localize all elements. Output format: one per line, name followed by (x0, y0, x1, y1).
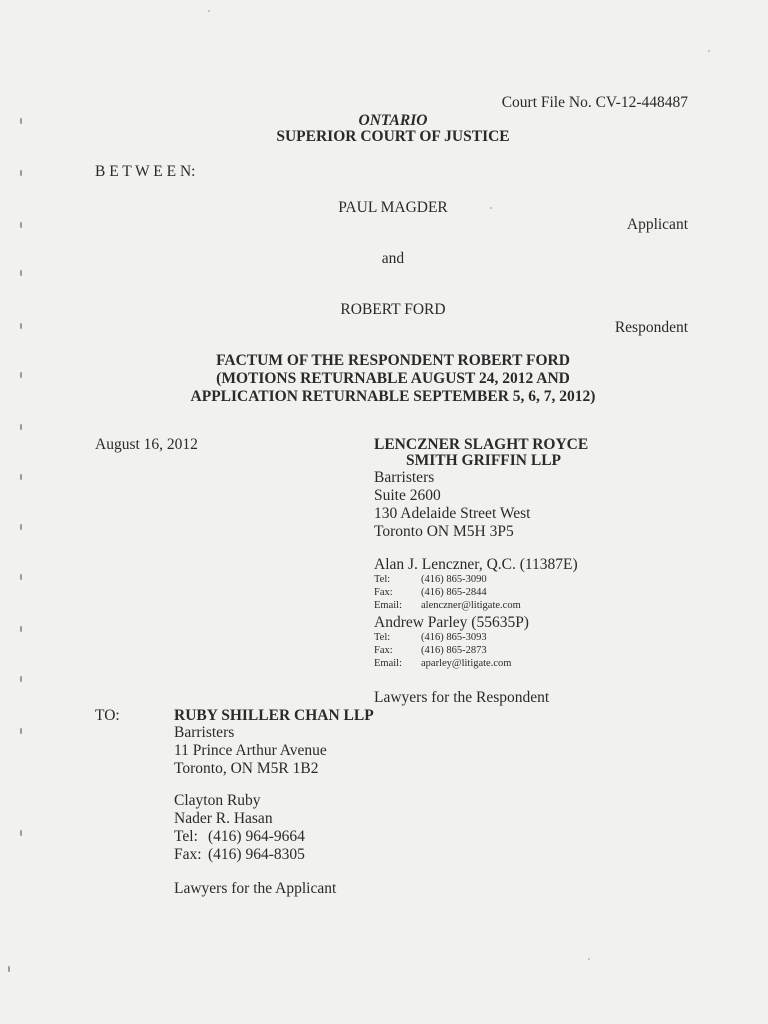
lawyer2-name: Andrew Parley (55635P) (374, 614, 529, 631)
lawyer1-email: alenczner@litigate.com (421, 600, 521, 611)
title-line: APPLICATION RETURNABLE SEPTEMBER 5, 6, 7, 2012) (190, 388, 596, 405)
court-name: SUPERIOR COURT OF JUSTICE (276, 128, 510, 145)
title-line: (MOTIONS RETURNABLE AUGUST 24, 2012 AND (216, 370, 570, 387)
margin-mark (20, 574, 22, 580)
tel-label: Tel: (374, 632, 391, 643)
margin-mark (20, 830, 22, 836)
respondent-firm-name-line1: LENCZNER SLAGHT ROYCE (374, 436, 589, 453)
margin-mark (20, 424, 22, 430)
margin-mark (20, 626, 22, 632)
court-file-number: Court File No. CV-12-448487 (501, 94, 688, 111)
respondent-name: ROBERT FORD (340, 301, 446, 318)
lawyer-name: Nader R. Hasan (174, 810, 273, 827)
lawyer1-fax: (416) 865-2844 (421, 587, 487, 598)
address-line: 130 Adelaide Street West (374, 505, 531, 522)
tel-label: Tel: (374, 574, 391, 585)
lawyer2-fax: (416) 865-2873 (421, 645, 487, 656)
and-label: and (381, 250, 405, 267)
margin-mark (20, 372, 22, 378)
document-title (143, 352, 643, 406)
lawyer1-tel: (416) 865-3090 (421, 574, 487, 585)
margin-mark (20, 118, 22, 124)
document-date: August 16, 2012 (95, 436, 198, 453)
applicant-role: Applicant (626, 216, 688, 233)
tel-label: Tel: (174, 828, 198, 845)
applicant-fax-line (174, 846, 305, 864)
email-label: Email: (374, 600, 402, 611)
fax-label: Fax: (374, 587, 393, 598)
between-label: B E T W E E N: (95, 163, 196, 180)
margin-mark (20, 222, 22, 228)
applicant-firm-name: RUBY SHILLER CHAN LLP (174, 707, 374, 724)
margin-mark (20, 170, 22, 176)
lawyer1-contact (374, 573, 521, 612)
margin-mark (20, 728, 22, 734)
margin-mark (20, 474, 22, 480)
lawyer1-name: Alan J. Lenczner, Q.C. (11387E) (374, 556, 578, 573)
address-line: Barristers (374, 469, 435, 486)
address-line: Barristers (174, 724, 235, 741)
respondent-firm-name-line2: SMITH GRIFFIN LLP (406, 452, 562, 469)
respondent-lawyers-role: Lawyers for the Respondent (374, 689, 550, 706)
fax-label: Fax: (174, 846, 202, 863)
fax-label: Fax: (374, 645, 393, 656)
address-line: Suite 2600 (374, 487, 441, 504)
lawyer2-tel: (416) 865-3093 (421, 632, 487, 643)
applicant-fax: (416) 964-8305 (208, 846, 305, 863)
applicant-lawyers (174, 792, 305, 864)
respondent-role: Respondent (614, 319, 688, 336)
address-line: Toronto, ON M5R 1B2 (174, 760, 319, 777)
scan-speck (588, 958, 590, 960)
margin-mark (20, 676, 22, 682)
applicant-firm-address (174, 724, 327, 778)
title-line: FACTUM OF THE RESPONDENT ROBERT FORD (216, 352, 570, 369)
address-line: 11 Prince Arthur Avenue (174, 742, 327, 759)
applicant-tel-line (174, 828, 305, 846)
lawyer-name: Clayton Ruby (174, 792, 261, 809)
lawyer2-contact (374, 631, 511, 670)
margin-mark (8, 966, 10, 972)
respondent-firm-address (374, 469, 530, 541)
to-label: TO: (95, 707, 120, 724)
margin-mark (20, 323, 22, 329)
email-label: Email: (374, 658, 402, 669)
jurisdiction: ONTARIO (358, 112, 428, 129)
applicant-name: PAUL MAGDER (338, 199, 448, 216)
applicant-lawyers-role: Lawyers for the Applicant (174, 880, 337, 897)
margin-mark (20, 524, 22, 530)
lawyer2-email: aparley@litigate.com (421, 658, 512, 669)
applicant-tel: (416) 964-9664 (208, 828, 305, 845)
address-line: Toronto ON M5H 3P5 (374, 523, 514, 540)
margin-mark (20, 270, 22, 276)
scan-speck (708, 50, 710, 52)
scan-speck (208, 10, 210, 12)
